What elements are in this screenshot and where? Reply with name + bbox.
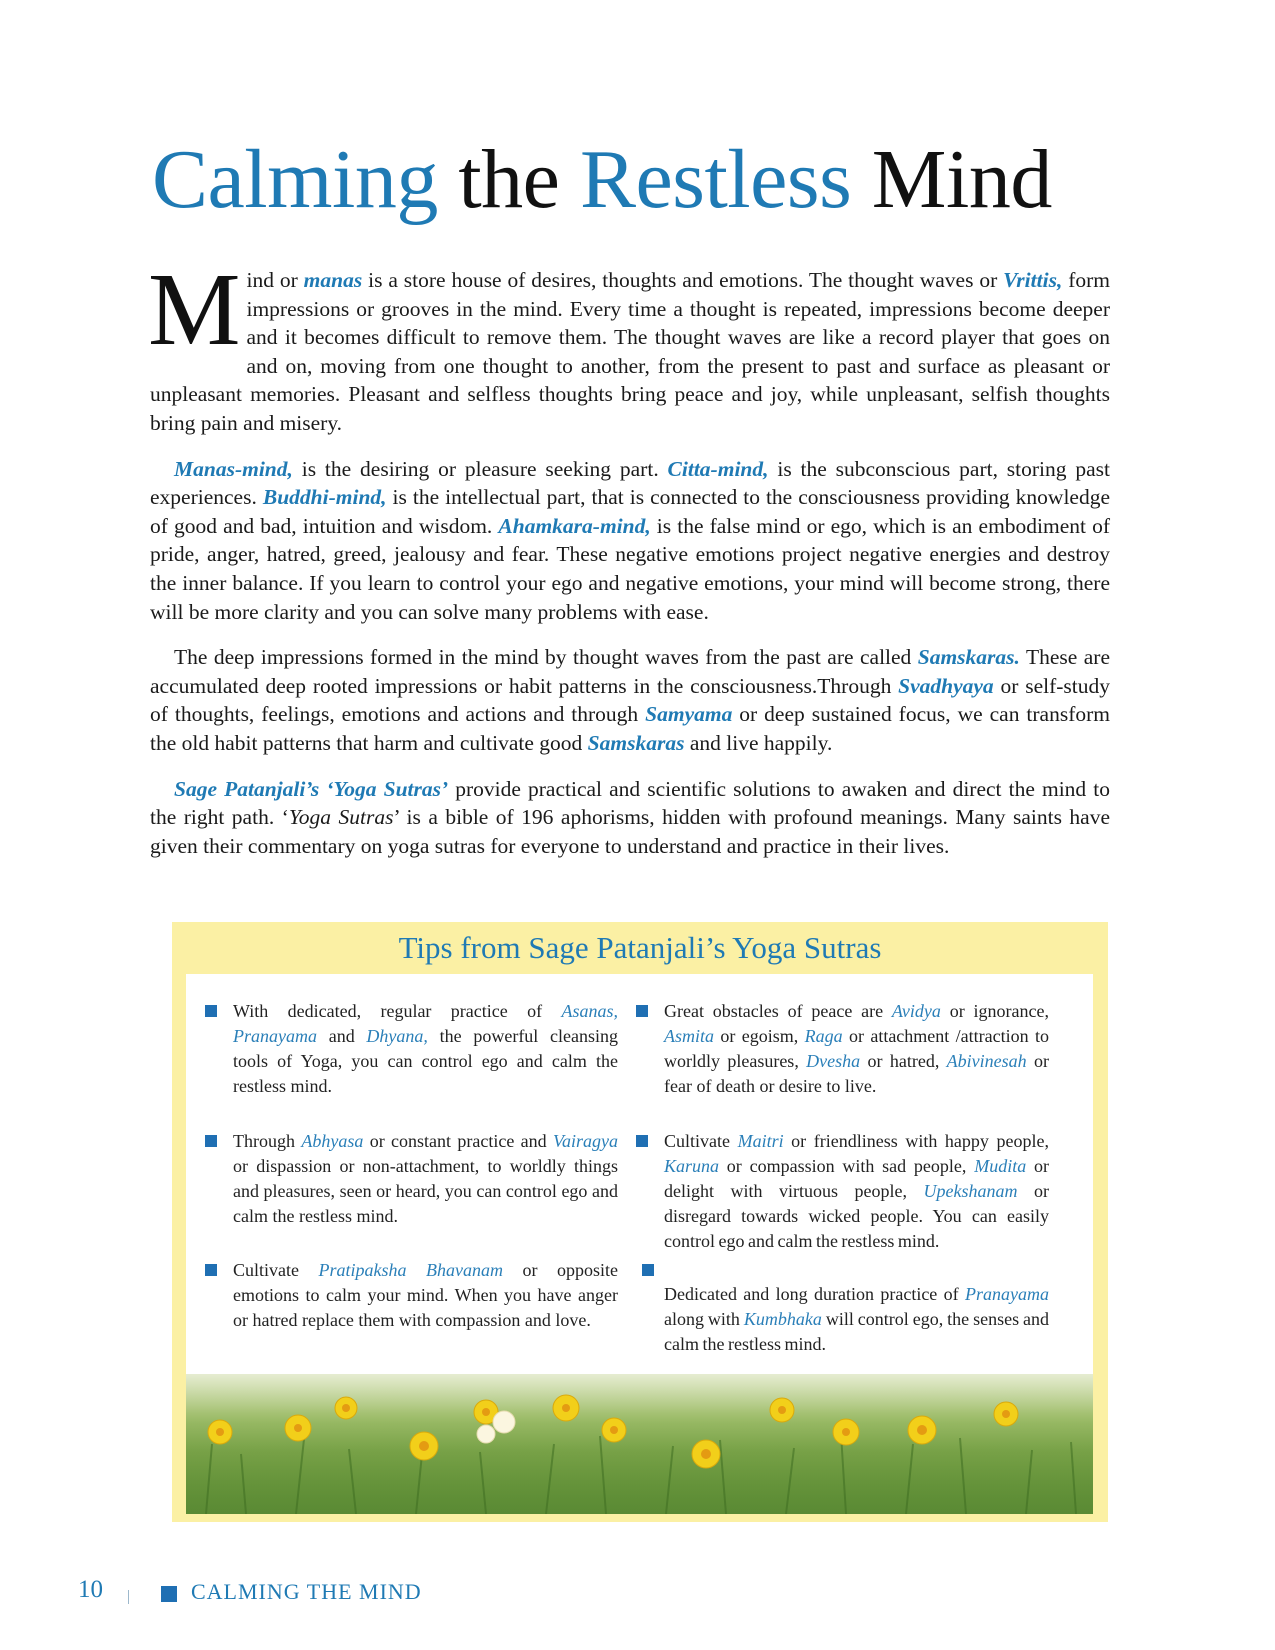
text-run: or ignorance, xyxy=(940,1001,1049,1021)
term-pranayama: Pranayama xyxy=(965,1284,1049,1304)
drop-cap: M xyxy=(148,252,241,367)
term-samskaras-2: Samskaras xyxy=(587,730,685,755)
text-run: or constant practice and xyxy=(363,1131,553,1151)
page-number: 10 xyxy=(78,1576,103,1603)
text-run: is a store house of desires, thoughts and emotions. The thought waves or xyxy=(362,268,1004,292)
daffodil-meadow-image xyxy=(186,1374,1093,1514)
square-bullet-icon xyxy=(636,1135,648,1147)
paragraph-yoga-sutras xyxy=(150,775,1110,861)
text-run: or friendliness with happy people, xyxy=(783,1131,1049,1151)
term-maitri: Maitri xyxy=(737,1131,784,1151)
tip-item xyxy=(664,1129,1049,1254)
text-run: form impressions or grooves in the mind. Every time a thought is repeated, impressions become deeper and it becomes difficult to remove them. The thought waves are like a record player that goes on and on, moving from one thought to another, from the present to past and surface as pleasant or unpleasant memories. Pleasant and selfless thoughts bring peace and joy, while unpleasant, selfish thoughts bring pain and misery. xyxy=(150,268,1111,435)
text-run: or fear of death or desire to live. xyxy=(664,1051,1049,1096)
term-ahamkara-mind: Ahamkara-mind, xyxy=(498,513,651,538)
term-asmita: Asmita xyxy=(664,1026,715,1046)
text-run: is the subconscious part, storing past experiences. xyxy=(150,456,1110,510)
tip-item xyxy=(664,1282,1049,1357)
yoga-sutras-italic: Yoga Sutras xyxy=(288,805,394,830)
square-bullet-icon xyxy=(205,1135,217,1147)
text-run: or opposite emotions to calm your mind. When you have anger or hatred replace them with compassion and love. xyxy=(233,1260,618,1330)
daffodil-meadow-illustration xyxy=(186,1374,1093,1514)
text-run: With dedicated, regular practice of xyxy=(233,1001,562,1021)
title-word-mind: Mind xyxy=(851,133,1052,226)
text-run: or disregard towards wicked people. You can easily control ego and calm the restless mind. xyxy=(664,1181,1049,1251)
term-pratipaksha-bhavanam: Pratipaksha Bhavanam xyxy=(318,1260,503,1280)
term-upekshanam: Upekshanam xyxy=(923,1181,1018,1201)
text-run: Cultivate xyxy=(664,1131,738,1151)
term-karuna: Karuna xyxy=(664,1156,720,1176)
title-word-calming: Calming xyxy=(152,133,438,226)
text-run: Cultivate xyxy=(233,1260,319,1280)
text-run: The deep impressions formed in the mind by thought waves from the past are called xyxy=(174,645,918,670)
text-run: or dispassion or non-attachment, to worldly things and pleasures, seen or heard, you can control ego and calm the restless mind. xyxy=(233,1156,618,1226)
text-run: provide practical and scientific solutions to awaken and direct the mind to the right path. ‘ xyxy=(150,776,1110,830)
text-run: along with xyxy=(664,1309,744,1329)
text-run: These are accumulated deep rooted impressions or habit patterns in the consciousness.Through xyxy=(150,645,1110,698)
term-kumbhaka: Kumbhaka xyxy=(743,1309,822,1329)
text-run: Through xyxy=(233,1131,302,1151)
term-buddhi-mind: Buddhi-mind, xyxy=(262,485,387,510)
term-pranayama: Pranayama xyxy=(233,1026,317,1046)
text-run: Great obstacles of peace are xyxy=(664,1001,892,1021)
square-marker-icon xyxy=(161,1586,177,1602)
text-run: is the desiring or pleasure seeking part. xyxy=(292,456,668,481)
article-body xyxy=(148,252,1111,877)
paragraph-parts-of-mind xyxy=(150,455,1110,627)
term-vairagya: Vairagya xyxy=(553,1131,618,1151)
term-vrittis: Vrittis, xyxy=(1003,268,1063,292)
square-bullet-icon xyxy=(205,1005,217,1017)
tip-item xyxy=(664,999,1049,1099)
text-run: is the intellectual part, that is connected to the consciousness providing knowledge of good and bad, intuition and wisdom. xyxy=(150,485,1110,538)
term-dvesha: Dvesha xyxy=(806,1051,861,1071)
term-mudita: Mudita xyxy=(974,1156,1027,1176)
text-run: or attachment /attraction to worldly pleasures, xyxy=(664,1026,1049,1071)
title-word-the: the xyxy=(437,133,580,226)
text-run: is the false mind or ego, which is an embodiment of pride, anger, hatred, greed, jealousy and fear. These negative emotions project negative energies and destroy the inner balance. If you learn to control your ego and negative emotions, your mind will become strong, there will be more clarity and you can solve many problems with ease. xyxy=(150,513,1111,624)
paragraph-mind-manas xyxy=(148,252,1111,438)
text-run: the powerful cleansing tools of Yoga, you can control ego and calm the restless mind. xyxy=(233,1026,618,1096)
square-bullet-icon xyxy=(642,1264,654,1276)
square-bullet-icon xyxy=(205,1264,217,1276)
tip-item xyxy=(233,1258,618,1333)
text-run: will control ego, the senses and calm the restless mind. xyxy=(664,1309,1049,1354)
text-run: or hatred, xyxy=(860,1051,947,1071)
term-avidya: Avidya xyxy=(891,1001,941,1021)
term-citta-mind: Citta-mind, xyxy=(667,456,769,481)
term-abhyasa: Abhyasa xyxy=(301,1131,364,1151)
text-run: and live happily. xyxy=(684,730,833,755)
term-abivinesah: Abivinesah xyxy=(946,1051,1027,1071)
tips-panel xyxy=(186,974,1093,1374)
text-run: or self-study of thoughts, feelings, emotions and actions and through xyxy=(150,673,1111,727)
term-manas-mind: Manas-mind, xyxy=(174,456,293,481)
text-run: ’ is a bible of 196 aphorisms, hidden with profound meanings. Many saints have given their commentary on yoga sutras for everyone to understand and practice in their lives. xyxy=(150,805,1110,858)
tip-item xyxy=(233,1129,618,1229)
text-run: and xyxy=(317,1026,367,1046)
term-samskaras: Samskaras. xyxy=(917,645,1020,670)
term-asanas: Asanas, xyxy=(561,1001,618,1021)
square-bullet-icon xyxy=(636,1005,648,1017)
text-run: ind or xyxy=(246,268,304,292)
footer-divider xyxy=(128,1590,129,1604)
term-svadhyaya: Svadhyaya xyxy=(898,673,994,698)
tip-item xyxy=(233,999,618,1099)
tips-heading: Tips from Sage Patanjali’s Yoga Sutras xyxy=(398,930,882,965)
tips-box xyxy=(172,922,1108,1522)
term-samyama: Samyama xyxy=(645,702,733,727)
text-run: or compassion with sad people, xyxy=(719,1156,975,1176)
text-run: or deep sustained focus, we can transform the old habit patterns that harm and cultivate good xyxy=(150,702,1110,755)
paragraph-samskaras xyxy=(150,643,1110,757)
term-dhyana: Dhyana, xyxy=(366,1026,428,1046)
text-run: or egoism, xyxy=(714,1026,805,1046)
text-run: Dedicated and long duration practice of xyxy=(664,1284,965,1304)
term-sage-patanjali: Sage Patanjali’s ‘Yoga Sutras’ xyxy=(174,776,449,801)
page-title xyxy=(152,133,1052,226)
section-label: CALMING THE MIND xyxy=(191,1579,422,1604)
text-run: or delight with virtuous people, xyxy=(664,1156,1049,1201)
term-manas: manas xyxy=(303,268,363,292)
term-raga: Raga xyxy=(804,1026,843,1046)
title-word-restless: Restless xyxy=(579,133,852,226)
